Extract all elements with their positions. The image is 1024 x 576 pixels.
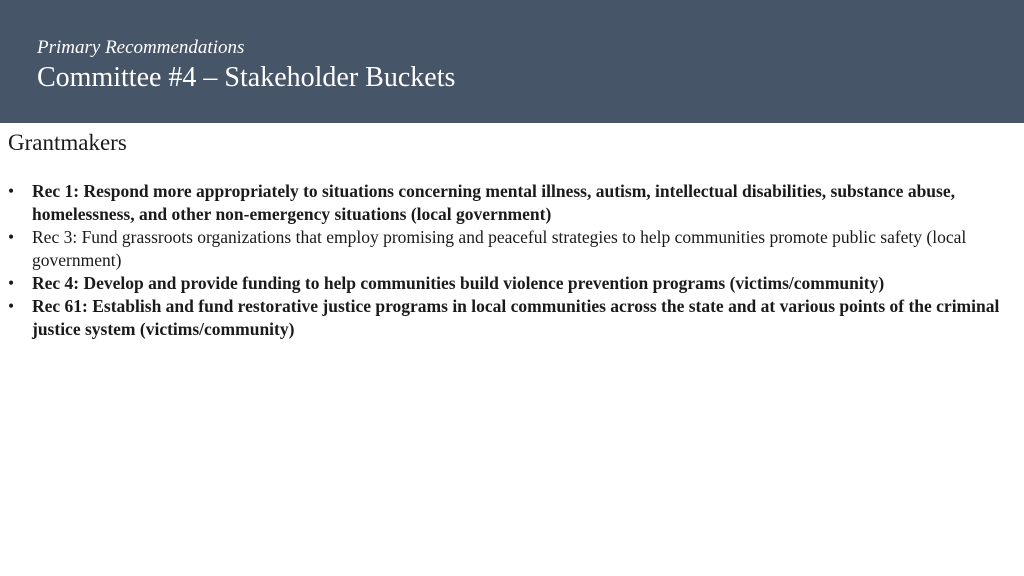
list-item-rec-1 [8, 180, 1008, 226]
slide-title: Committee #4 – Stakeholder Buckets [37, 62, 456, 93]
slide-subtitle: Primary Recommendations [37, 37, 245, 58]
list-item-rec-61 [8, 295, 1008, 341]
bullet-icon: • [8, 227, 15, 247]
recommendation-list [8, 180, 1008, 341]
rec-text: Rec 61: Establish and fund restorative justice programs in local communities across the state and at various points of the criminal justice system (victims/community) [32, 296, 1000, 339]
bullet-icon: • [8, 273, 15, 293]
list-item-rec-3 [8, 226, 1008, 272]
rec-text: Rec 3: Fund grassroots organizations that employ promising and peaceful strategies to help communities promote public safety (local government) [32, 227, 967, 270]
section-heading: Grantmakers [8, 130, 127, 155]
rec-text: Rec 1: Respond more appropriately to situations concerning mental illness, autism, intellectual disabilities, substance abuse, homelessness, and other non-emergency situations (local government) [32, 181, 955, 224]
bullet-icon: • [8, 296, 15, 316]
list-item-rec-4 [8, 272, 1008, 295]
rec-text: Rec 4: Develop and provide funding to help communities build violence prevention programs (victims/community) [32, 273, 885, 293]
bullet-icon: • [8, 181, 15, 201]
header-band [0, 0, 1024, 123]
